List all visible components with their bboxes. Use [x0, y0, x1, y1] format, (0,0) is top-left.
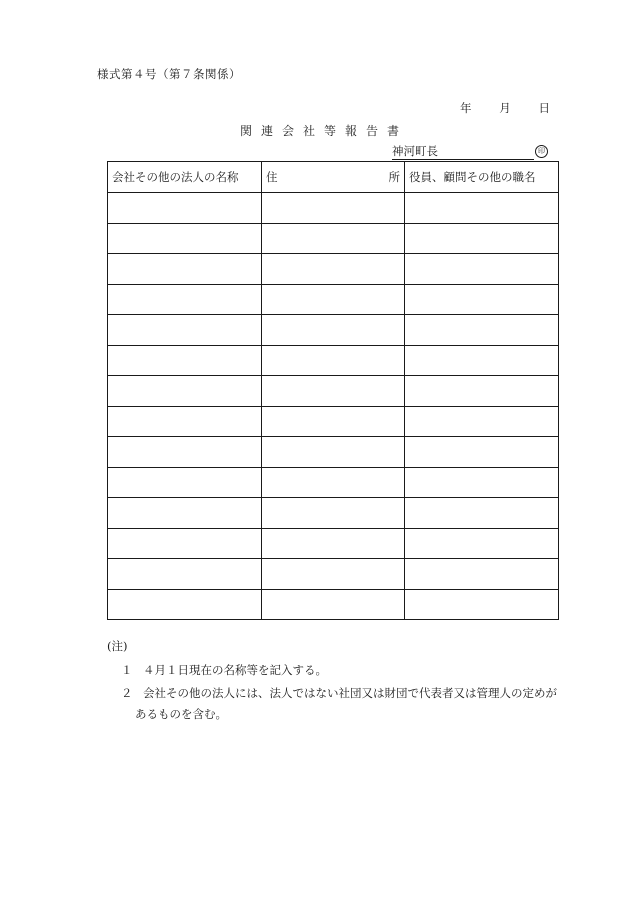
- note-item-1: [121, 662, 327, 678]
- position-cell[interactable]: [405, 223, 559, 254]
- position-cell[interactable]: [405, 528, 559, 559]
- position-cell[interactable]: [405, 498, 559, 529]
- position-cell[interactable]: [405, 315, 559, 346]
- address-cell[interactable]: [262, 528, 405, 559]
- header-company-name: 会社その他の法人の名称: [108, 162, 262, 193]
- header-address: [262, 162, 405, 193]
- address-cell[interactable]: [262, 345, 405, 376]
- header-position: 役員、顧問その他の職名: [405, 162, 559, 193]
- table-row: [108, 315, 559, 346]
- table-row: [108, 467, 559, 498]
- table-row: [108, 437, 559, 468]
- table-row: [108, 559, 559, 590]
- company-name-cell[interactable]: [108, 467, 262, 498]
- document-title: 関連会社等報告書: [240, 124, 409, 138]
- position-cell[interactable]: [405, 254, 559, 285]
- table-row: [108, 284, 559, 315]
- seal-mark-icon: 印: [535, 145, 548, 158]
- note-1-number: １: [121, 663, 133, 677]
- date-day-label: 日: [538, 101, 550, 115]
- company-name-cell[interactable]: [108, 528, 262, 559]
- note-2-text: 会社その他の法人には、法人ではない社団又は財団で代表者又は管理人の定めが: [143, 686, 557, 700]
- table-row: [108, 223, 559, 254]
- address-cell[interactable]: [262, 315, 405, 346]
- position-cell[interactable]: [405, 437, 559, 468]
- position-cell[interactable]: [405, 376, 559, 407]
- date-year-label: 年: [460, 101, 472, 115]
- header-address-right: 所: [388, 170, 400, 184]
- company-name-cell[interactable]: [108, 223, 262, 254]
- header-address-left: 住: [266, 170, 278, 184]
- address-cell[interactable]: [262, 254, 405, 285]
- position-cell[interactable]: [405, 284, 559, 315]
- company-name-cell[interactable]: [108, 559, 262, 590]
- table-row: [108, 528, 559, 559]
- note-2-number: ２: [121, 686, 133, 700]
- address-cell[interactable]: [262, 284, 405, 315]
- address-cell[interactable]: [262, 223, 405, 254]
- company-name-cell[interactable]: [108, 345, 262, 376]
- address-cell[interactable]: [262, 467, 405, 498]
- table-row: [108, 345, 559, 376]
- company-name-cell[interactable]: [108, 437, 262, 468]
- address-cell[interactable]: [262, 589, 405, 620]
- note-item-2: [121, 685, 571, 701]
- position-cell[interactable]: [405, 406, 559, 437]
- addressee-line: [392, 144, 548, 160]
- company-name-cell[interactable]: [108, 254, 262, 285]
- table-row: [108, 193, 559, 224]
- address-cell[interactable]: [262, 498, 405, 529]
- table-row: [108, 376, 559, 407]
- related-company-table: [107, 161, 559, 620]
- position-cell[interactable]: [405, 589, 559, 620]
- table-row: [108, 254, 559, 285]
- company-name-cell[interactable]: [108, 406, 262, 437]
- table-row: [108, 589, 559, 620]
- address-cell[interactable]: [262, 376, 405, 407]
- note-2-continuation: あるものを含む。: [135, 707, 227, 721]
- company-name-cell[interactable]: [108, 284, 262, 315]
- position-cell[interactable]: [405, 467, 559, 498]
- position-cell[interactable]: [405, 193, 559, 224]
- table-body: [108, 193, 559, 620]
- company-name-cell[interactable]: [108, 376, 262, 407]
- notes-heading: (注): [107, 639, 128, 653]
- date-month-label: 月: [499, 101, 511, 115]
- company-name-cell[interactable]: [108, 589, 262, 620]
- address-cell[interactable]: [262, 437, 405, 468]
- table-row: [108, 498, 559, 529]
- note-1-text: ４月１日現在の名称等を記入する。: [143, 663, 327, 677]
- position-cell[interactable]: [405, 345, 559, 376]
- position-cell[interactable]: [405, 559, 559, 590]
- company-name-cell[interactable]: [108, 498, 262, 529]
- address-cell[interactable]: [262, 406, 405, 437]
- form-number: 様式第４号（第７条関係）: [97, 67, 241, 81]
- table-header-row: [108, 162, 559, 193]
- company-name-cell[interactable]: [108, 315, 262, 346]
- addressee-name: 神河町長: [392, 144, 534, 160]
- address-cell[interactable]: [262, 193, 405, 224]
- date-line: [460, 100, 550, 116]
- address-cell[interactable]: [262, 559, 405, 590]
- table-row: [108, 406, 559, 437]
- company-name-cell[interactable]: [108, 193, 262, 224]
